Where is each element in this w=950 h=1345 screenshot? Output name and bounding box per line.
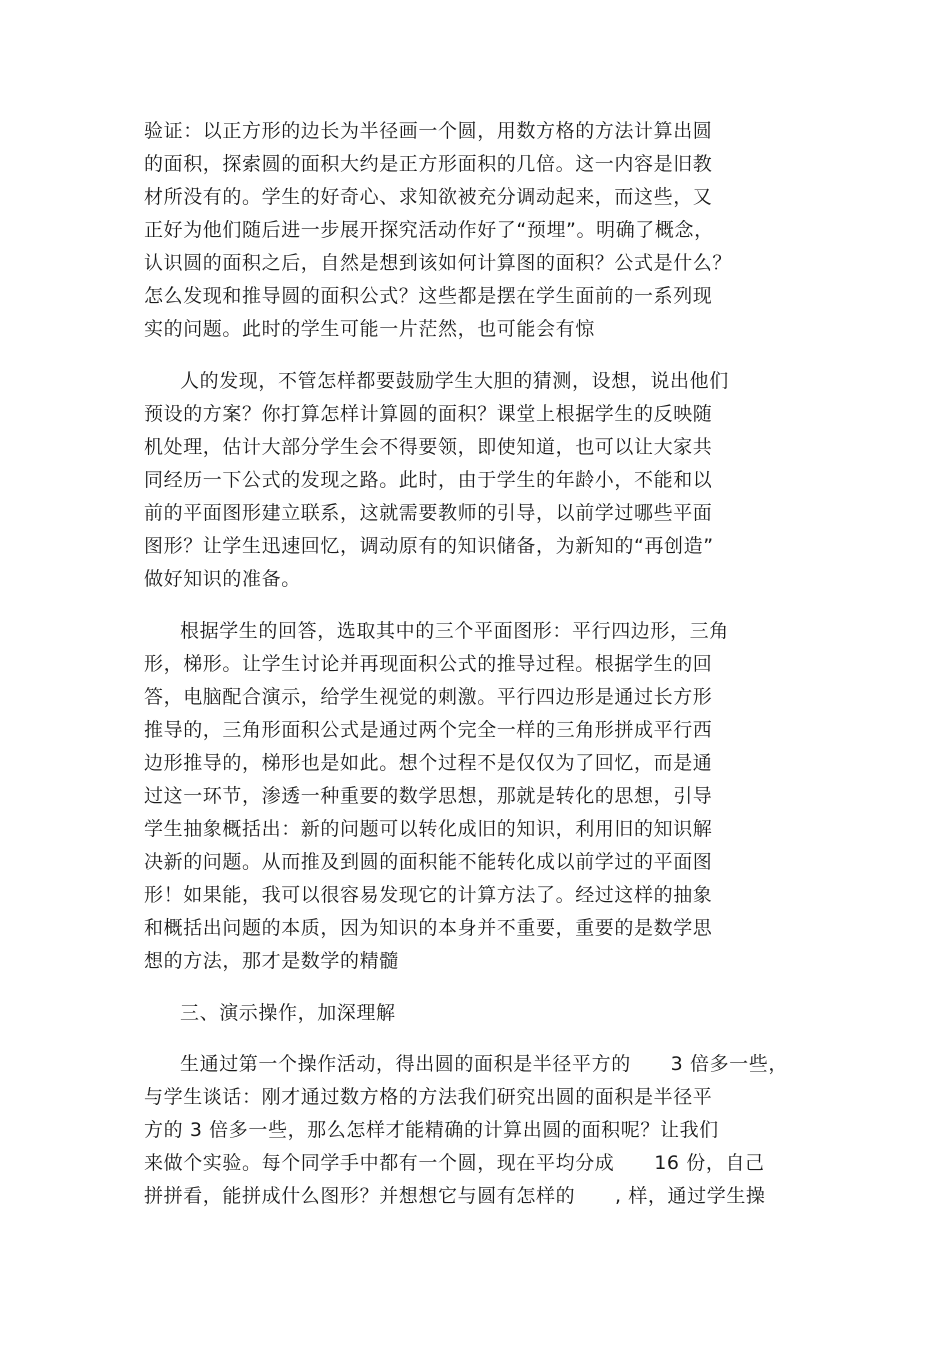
text-line: 答，电脑配合演示，给学生视觉的刺激。平行四边形是通过长方形	[144, 686, 713, 708]
text-line: 同经历一下公式的发现之路。此时，由于学生的年龄小，不能和以	[144, 469, 713, 491]
text-line: 想的方法，那才是数学的精髓	[144, 950, 399, 972]
text-line: 图形？让学生迅速回忆，调动原有的知识储备，为新知的“再创造”	[144, 535, 714, 557]
section-heading: 三、演示操作，加深理解	[180, 1002, 396, 1024]
text-line: 验证：以正方形的边长为半径画一个圆，用数方格的方法计算出圆	[144, 120, 713, 142]
text-line: 边形推导的，梯形也是如此。想个过程不是仅仅为了回忆，而是通	[144, 752, 713, 774]
text-line: 做好知识的准备。	[144, 568, 301, 590]
text-line: 生通过第一个操作活动，得出圆的面积是半径平方的 3 倍多一些，	[180, 1053, 788, 1075]
text-line: 方的 3 倍多一些，那么怎样才能精确的计算出圆的面积呢？让我们	[144, 1119, 719, 1141]
text-line: 机处理，估计大部分学生会不得要领，即使知道，也可以让大家共	[144, 436, 713, 458]
text-line: 学生抽象概括出：新的问题可以转化成旧的知识，利用旧的知识解	[144, 818, 713, 840]
text-line: 正好为他们随后进一步展开探究活动作好了“预埋”。明确了概念，	[144, 219, 714, 241]
text-line: 怎么发现和推导圆的面积公式？这些都是摆在学生面前的一系列现	[144, 285, 713, 307]
text-line: 的面积，探索圆的面积大约是正方形面积的几倍。这一内容是旧教	[144, 153, 713, 175]
text-line: 与学生谈话：刚才通过数方格的方法我们研究出圆的面积是半径平	[144, 1086, 713, 1108]
text-line: 材所没有的。学生的好奇心、求知欲被充分调动起来，而这些，又	[144, 186, 713, 208]
text-line: 实的问题。此时的学生可能一片茫然，也可能会有惊	[144, 318, 595, 340]
text-line: 预设的方案？你打算怎样计算圆的面积？课堂上根据学生的反映随	[144, 403, 713, 425]
text-line: 推导的，三角形面积公式是通过两个完全一样的三角形拼成平行西	[144, 719, 713, 741]
text-line: 根据学生的回答，选取其中的三个平面图形：平行四边形，三角	[180, 620, 729, 642]
text-line: 和概括出问题的本质，因为知识的本身并不重要，重要的是数学思	[144, 917, 713, 939]
text-line: 过这一环节，渗透一种重要的数学思想，那就是转化的思想，引导	[144, 785, 713, 807]
text-line: 前的平面图形建立联系，这就需要教师的引导，以前学过哪些平面	[144, 502, 713, 524]
text-line: 人的发现，不管怎样都要鼓励学生大胆的猜测，设想，说出他们	[180, 370, 729, 392]
text-line: 来做个实验。每个同学手中都有一个圆，现在平均分成 16 份，自己	[144, 1152, 765, 1174]
text-line: 认识圆的面积之后，自然是想到该如何计算图的面积？公式是什么？	[144, 252, 733, 274]
text-line: 决新的问题。从而推及到圆的面积能不能转化成以前学过的平面图	[144, 851, 713, 873]
text-line: 形！如果能，我可以很容易发现它的计算方法了。经过这样的抽象	[144, 884, 713, 906]
text-line: 形，梯形。让学生讨论并再现面积公式的推导过程。根据学生的回	[144, 653, 713, 675]
text-line: 拼拼看，能拼成什么图形？并想想它与圆有怎样的 , 样，通过学生操	[144, 1185, 766, 1207]
